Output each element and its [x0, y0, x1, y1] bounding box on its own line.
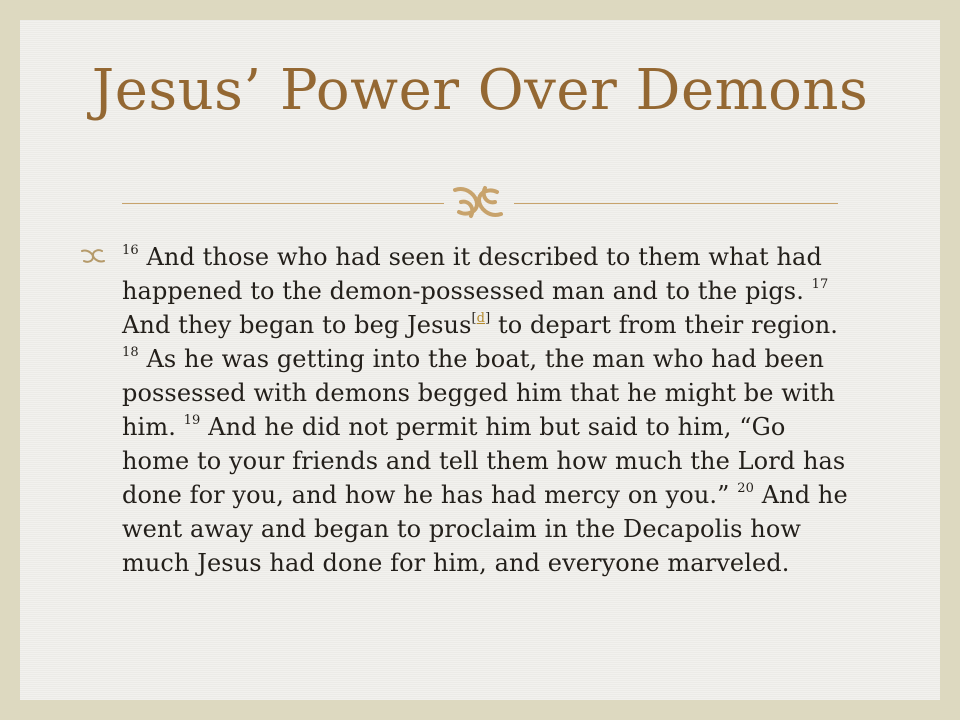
verse-16-text: And those who had seen it described to them what had happened to the demon-possessed man and to the pigs. — [122, 243, 822, 305]
verse-number: 20 — [737, 481, 754, 496]
verse-19-text: And he did not permit him but said to him, “Go home to your friends and tell them how much the Lord has done for you, and how he has had mercy on you.” — [122, 413, 846, 509]
verse-20-text: And he went away and began to proclaim in the Decapolis how much Jesus had done for him, and everyone marveled. — [122, 481, 848, 577]
verse-18-text: As he was getting into the boat, the man who had been possessed with demons begged him that he might be with him. — [122, 345, 836, 441]
slide-title: Jesus’ Power Over Demons — [91, 58, 869, 123]
scroll-flourish-icon — [447, 182, 509, 222]
verse-number: 18 — [122, 345, 139, 360]
footnote-link[interactable]: d — [476, 311, 486, 326]
title-divider-right — [514, 203, 838, 204]
verse-number: 17 — [811, 277, 829, 292]
verse-17-text: And they began to beg Jesus — [122, 311, 472, 339]
title-divider-left — [122, 203, 444, 204]
verse-number: 16 — [122, 243, 139, 258]
scroll-bullet-icon — [78, 247, 108, 265]
footnote-ref: [d] — [471, 311, 491, 326]
verse-17-text-continued: to depart from their region. — [490, 311, 839, 339]
verse-text — [122, 240, 858, 580]
verse-number: 19 — [183, 413, 201, 428]
